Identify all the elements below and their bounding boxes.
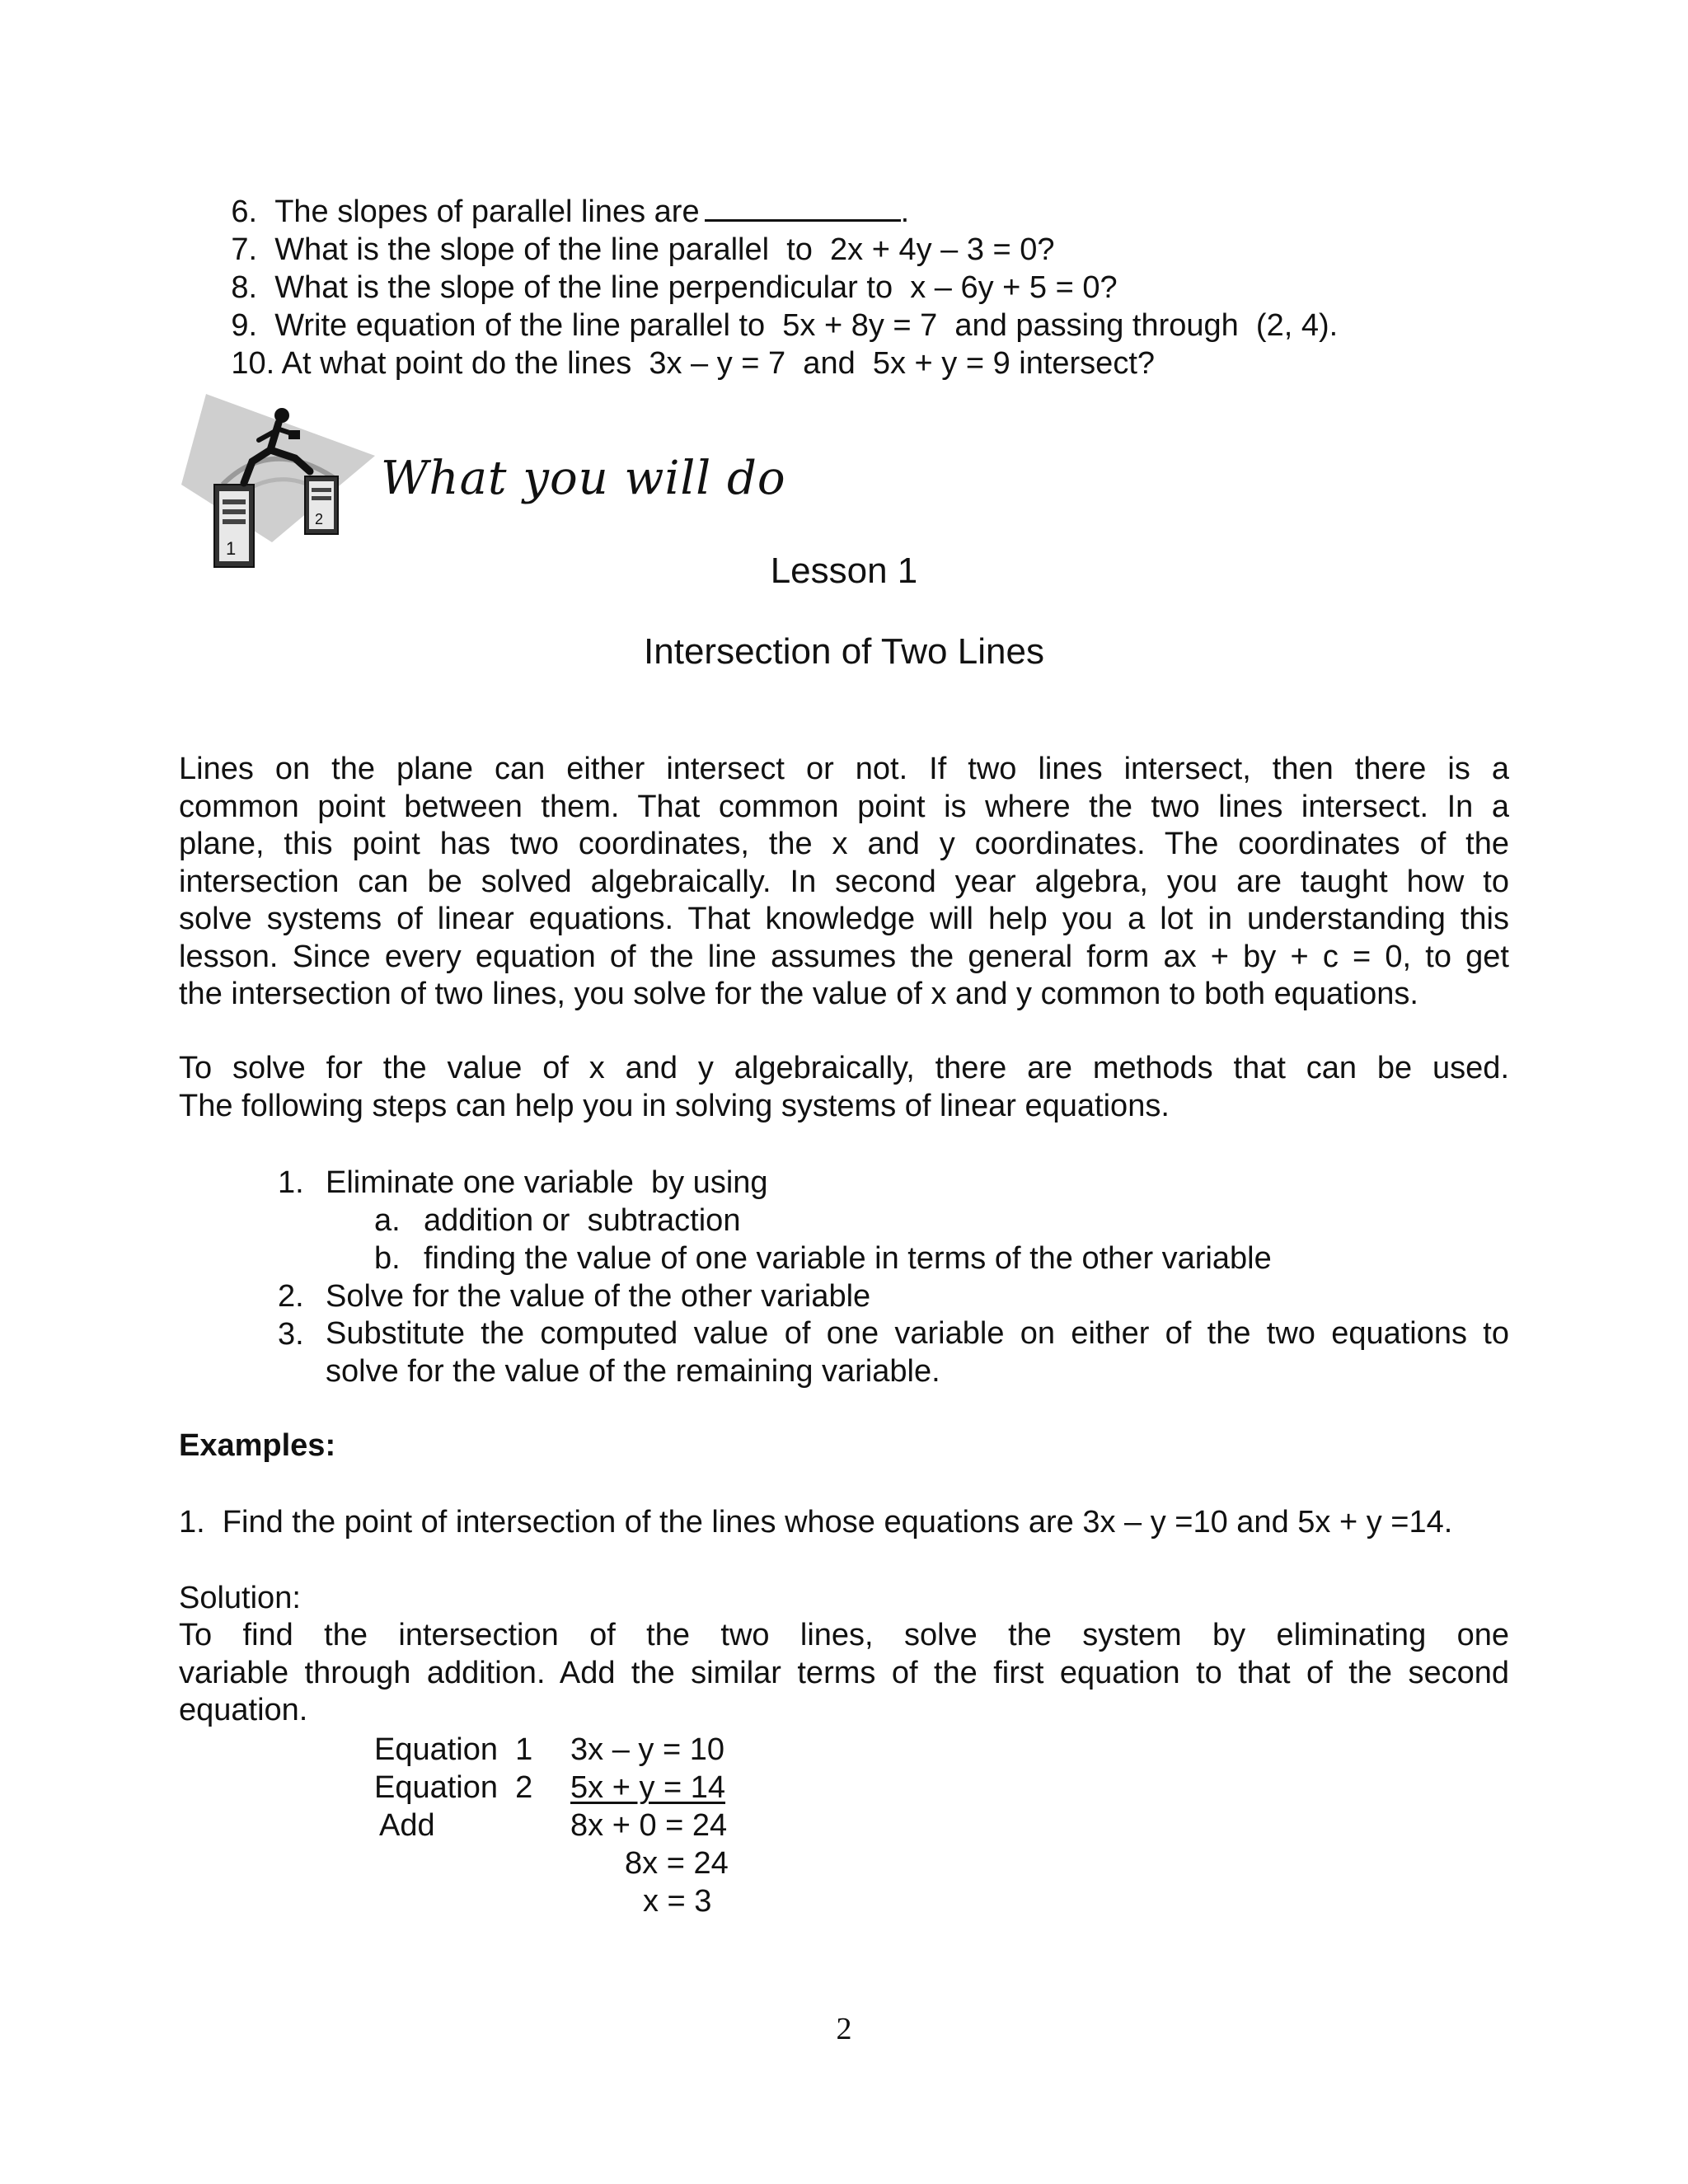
svg-text:2: 2 <box>315 511 324 527</box>
question-text: At what point do the lines 3x – y = 7 and 5x + y = 9 intersect? <box>274 346 1156 381</box>
substep-text: addition or subtraction <box>424 1203 741 1238</box>
paragraph-line: To find the intersection of the two lines, solve the system by eliminating one <box>179 1618 1509 1652</box>
substep-letter: a. <box>374 1203 401 1238</box>
step-number: 2. <box>278 1279 304 1314</box>
paragraph-line: Lines on the plane can either intersect or not. If two lines intersect, then there is a <box>179 752 1509 786</box>
paragraph-line: the intersection of two lines, you solve for the value of x and y common to both equations. <box>179 977 1418 1011</box>
question-number: 8. <box>231 270 258 305</box>
equation: x = 3 <box>643 1884 712 1919</box>
paragraph-line: plane, this point has two coordinates, the x and y coordinates. The coordinates of the <box>179 827 1509 861</box>
equation-label: Equation 1 <box>374 1732 533 1767</box>
paragraph-line: lesson. Since every equation of the line assumes the general form ax + by + c = 0, to get <box>179 939 1509 974</box>
equation-label: Equation 2 <box>374 1770 533 1805</box>
step-number: 3. <box>278 1317 304 1352</box>
question-text: Write equation of the line parallel to 5x + 8y = 7 and passing through (2, 4). <box>274 308 1339 343</box>
step-text <box>326 1315 1509 1390</box>
svg-text:1: 1 <box>226 538 237 559</box>
question-number: 7. <box>231 232 258 267</box>
equation: 8x + 0 = 24 <box>570 1808 728 1843</box>
paragraph-line: common point between them. That common point is where the two lines intersect. In a <box>179 789 1509 824</box>
equation: 3x – y = 10 <box>570 1732 724 1767</box>
example-question: 1. Find the point of intersection of the lines whose equations are 3x – y =10 and 5x + y =14. <box>179 1505 1453 1540</box>
lesson-label: Lesson 1 <box>770 551 918 591</box>
solution-label: Solution: <box>179 1581 301 1615</box>
intro-paragraph <box>179 751 1509 1014</box>
step-number: 1. <box>278 1165 304 1200</box>
step-item <box>278 1164 304 1202</box>
equation: 8x = 24 <box>625 1846 729 1881</box>
question-number: 9. <box>231 308 258 343</box>
lesson-title: Intersection of Two Lines <box>644 631 1044 672</box>
question-suffix: . <box>900 194 910 229</box>
paragraph-line: To solve for the value of x and y algebraically, there are methods that can be used. <box>179 1051 1509 1085</box>
examples-heading: Examples: <box>179 1428 336 1463</box>
question-text: What is the slope of the line parallel to 2x + 4y – 3 = 0? <box>274 232 1055 267</box>
equation: 5x + y = 14 <box>570 1770 726 1805</box>
methods-paragraph <box>179 1050 1509 1125</box>
paragraph-line: variable through addition. Add the similar terms of the first equation to that of the second <box>179 1655 1509 1690</box>
substep-text: finding the value of one variable in terms of the other variable <box>424 1241 1272 1276</box>
paragraph-line: equation. <box>179 1693 308 1727</box>
page-number: 2 <box>836 2012 852 2046</box>
solution-paragraph <box>179 1617 1509 1730</box>
substep-letter: b. <box>374 1241 401 1276</box>
section-title: What you will do <box>381 452 786 505</box>
question-text: What is the slope of the line perpendicular to x – 6y + 5 = 0? <box>274 270 1118 305</box>
paragraph-line: intersection can be solved algebraically. In second year algebra, you are taught how to <box>179 864 1509 899</box>
question-number: 6. <box>231 194 258 229</box>
question-text: The slopes of parallel lines are <box>274 194 700 229</box>
person-jumping-books-icon <box>173 386 379 575</box>
step-text: Eliminate one variable by using <box>326 1165 768 1200</box>
step-text: Solve for the value of the other variable <box>326 1279 871 1314</box>
paragraph-line: solve systems of linear equations. That knowledge will help you a lot in understanding this <box>179 902 1509 936</box>
paragraph-line: Substitute the computed value of one variable on either of the two equations to <box>326 1316 1509 1351</box>
paragraph-line: The following steps can help you in solving systems of linear equations. <box>179 1088 1170 1123</box>
question-number: 10. <box>231 346 275 381</box>
paragraph-line: solve for the value of the remaining variable. <box>326 1353 940 1389</box>
equation-label: Add <box>379 1808 435 1843</box>
